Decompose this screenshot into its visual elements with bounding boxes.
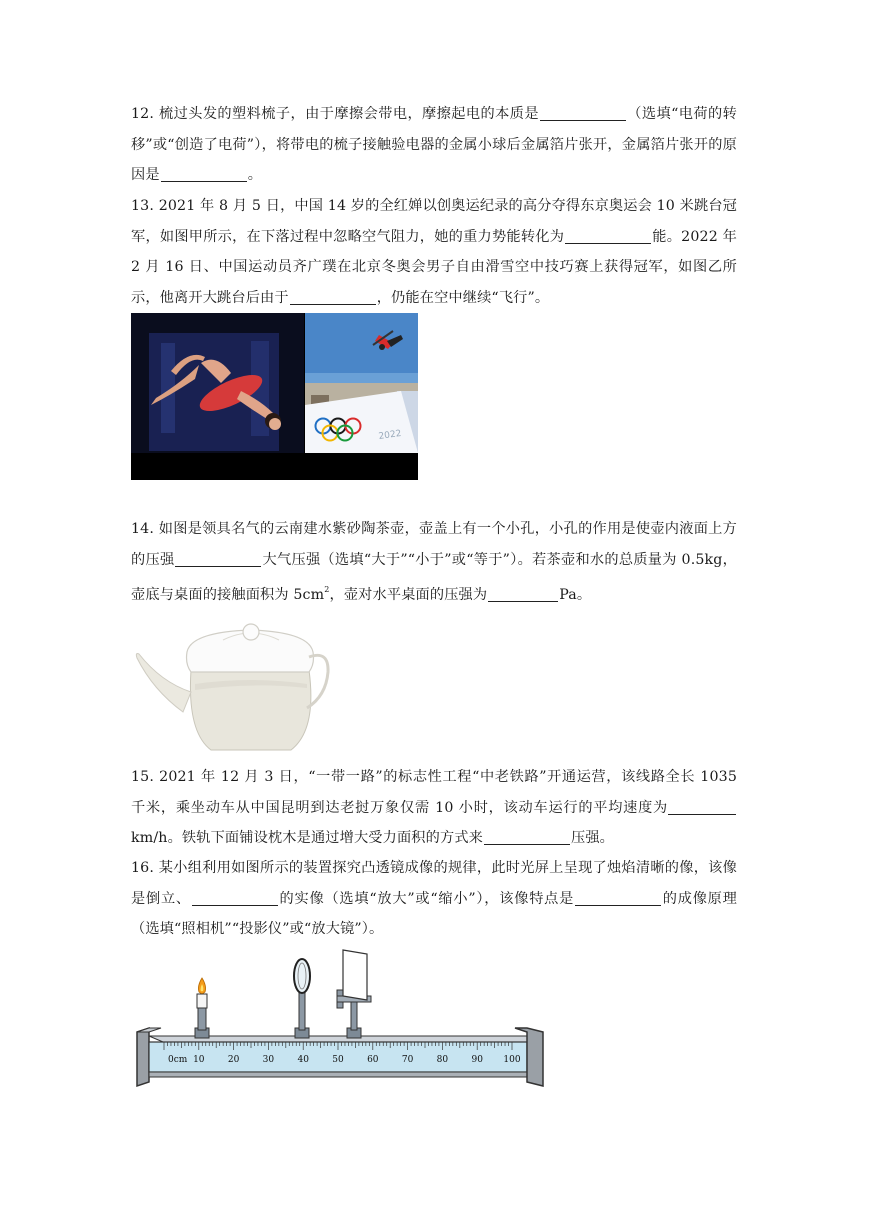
answer-blank[interactable] <box>161 164 247 182</box>
question-number: 12. <box>131 106 155 122</box>
answer-blank[interactable] <box>540 103 626 121</box>
question-text: 的实像（选填“放大”或“缩小”），该像特点是 <box>278 890 575 907</box>
question-text: 某小组利用如图所示的装置探究凸透镜成像的规律，此时光屏上呈现了烛焰清晰的像，该像是倒立、 <box>131 860 737 907</box>
question-text: ，仍能在空中继续“飞行”。 <box>376 289 550 306</box>
diver-photo <box>131 313 304 453</box>
answer-blank[interactable] <box>290 287 376 305</box>
question-text: 如图是领具名气的云南建水紫砂陶茶壶，壶盖上有一个小孔，小孔的作用是使壶内液面上方的压强 <box>131 521 737 568</box>
convex-lens <box>294 959 310 1038</box>
answer-blank[interactable] <box>484 827 570 845</box>
answer-blank[interactable] <box>175 549 261 567</box>
answer-blank[interactable] <box>668 797 736 815</box>
ruler-label: 30 <box>262 1055 275 1065</box>
answer-blank[interactable] <box>192 888 278 906</box>
ruler-label: 100 <box>503 1055 521 1065</box>
light-screen <box>337 950 371 1038</box>
question-12 <box>131 99 737 191</box>
superscript: 2 <box>324 585 330 594</box>
ruler-label: 20 <box>227 1055 240 1065</box>
answer-blank[interactable] <box>565 226 651 244</box>
ruler-label: 90 <box>471 1055 483 1065</box>
question-16 <box>131 853 737 945</box>
question-number: 16. <box>131 860 155 876</box>
question-text: 能。2022 年 2 月 16 日、中国运动员齐广璞在北京冬奥会男子自由滑雪空中技巧赛上获得冠军，如图乙所示，他离开大跳台后由于 <box>131 228 737 306</box>
question-text: 2021 年 12 月 3 日，“一带一路”的标志性工程“中老铁路”开通运营，该线路全长 1035 千米，乘坐动车从中国昆明到达老挝万象仅需 10 小时，该动车运行的平均速度为 <box>131 769 737 816</box>
question-text: 的成像原理（选填“照相机”“投影仪”或“放大镜”）。 <box>131 890 737 937</box>
answer-blank[interactable] <box>575 888 661 906</box>
question-14 <box>131 514 737 611</box>
teapot-figure <box>131 612 331 754</box>
question-text: （选填“电荷的转移”或“创造了电荷”），将带电的梳子接触验电器的金属小球后金属箔片张开，金属箔片张开的原因是 <box>131 106 737 183</box>
question-15 <box>131 762 737 854</box>
question-13 <box>131 191 737 313</box>
olympic-photos-figure <box>131 313 418 480</box>
question-number: 13. <box>131 198 155 214</box>
question-text: ，壶对水平桌面的压强为 <box>329 587 488 603</box>
ruler-label: 50 <box>332 1055 344 1065</box>
question-text: 梳过头发的塑料梳子，由于摩擦会带电，摩擦起电的本质是 <box>158 106 539 122</box>
optical-bench-figure <box>131 944 545 1090</box>
ruler-label: 10 <box>193 1055 205 1065</box>
skier-photo <box>305 313 418 453</box>
question-text: 大气压强（选填“大于”“小于”或“等于”）。若茶壶和水的总质量为 0.5kg，壶底与桌面的接触面积为 5cm <box>131 551 738 603</box>
candle <box>195 978 209 1038</box>
ruler-label: 60 <box>367 1055 379 1065</box>
question-text: 压强。 <box>571 830 615 846</box>
question-number: 15. <box>131 769 155 785</box>
question-text: 。 <box>247 167 263 183</box>
ruler-label: 80 <box>436 1055 449 1065</box>
svg-text:2022: 2022 <box>378 428 403 442</box>
question-text: km/h。铁轨下面铺设枕木是通过增大受力面积的方式来 <box>131 830 483 846</box>
question-text: 2021 年 8 月 5 日，中国 14 岁的全红婵以创奥运纪录的高分夺得东京奥运会 10 米跳台冠军，如图甲所示，在下落过程中忽略空气阻力，她的重力势能转化为 <box>131 198 737 245</box>
question-text: Pa。 <box>559 587 592 603</box>
ruler-label: 0cm <box>168 1055 188 1065</box>
question-number: 14. <box>131 521 155 537</box>
answer-blank[interactable] <box>488 584 558 602</box>
ruler-label: 40 <box>297 1055 309 1065</box>
ruler-label: 70 <box>401 1055 414 1065</box>
